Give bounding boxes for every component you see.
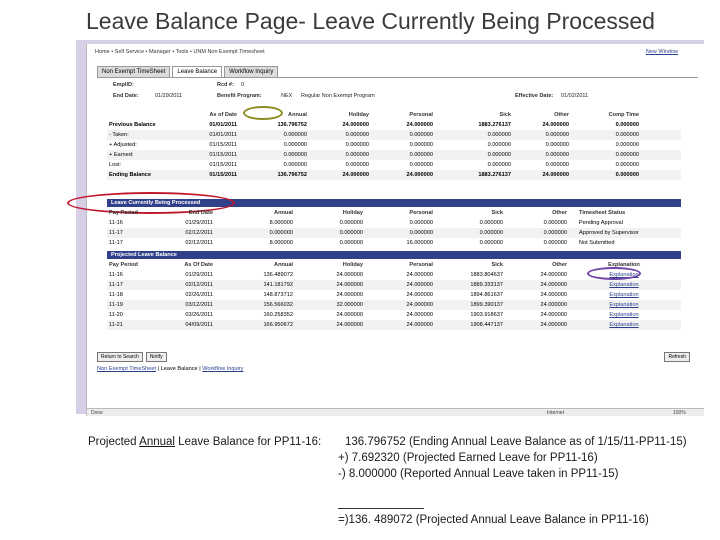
table-cell: 03/12/2011 [185,302,213,308]
zoom-level[interactable]: 100% [673,410,686,416]
table-cell: 24.000000 [336,312,363,318]
timesheet-status: Not Submitted [579,240,615,246]
right-button-group [664,352,690,362]
table-cell: 1903.918637 [470,312,503,318]
table-cell: 136.796752 [277,122,307,128]
footer-links [97,366,243,372]
table-cell: 0.000000 [487,152,511,158]
tab-workflow-inquiry[interactable]: Workflow Inquiry [224,66,278,77]
calculation-line-4: =)136. 489072 (Projected Annual Leave Balance in PP11-16) [338,514,649,526]
column-header: End Date [188,210,213,216]
table-cell: 11-21 [109,322,123,328]
table-cell: 24.000000 [540,272,567,278]
table-cell: 0.000000 [487,162,511,168]
table-cell: 0.000000 [615,162,639,168]
explanation-link[interactable]: Explanation [609,312,639,318]
table-row [107,218,681,228]
table-cell: 141.181792 [263,282,293,288]
row-label: + Earned: [109,152,134,158]
table-cell: 0.000000 [615,142,639,148]
employee-header [105,80,692,106]
projected-section-bar: Projected Leave Balance [107,251,681,259]
table-row [107,170,681,180]
column-header: Comp Time [608,112,639,118]
processing-table-header [107,208,681,218]
column-header: Other [552,210,567,216]
table-cell: 0.000000 [615,152,639,158]
column-header: Holiday [342,210,363,216]
table-row [107,130,681,140]
explanation-link[interactable]: Explanation [609,292,639,298]
screenshot-panel [86,44,704,416]
table-cell: 24.000000 [406,122,433,128]
table-cell: 24.000000 [406,272,433,278]
table-cell: 02/12/2011 [185,240,213,246]
table-cell: 24.000000 [342,172,369,178]
row-label: Previous Balance [109,122,156,128]
table-cell: 166.950672 [263,322,293,328]
table-cell: 0.000000 [615,132,639,138]
table-cell: 01/29/2011 [185,220,213,226]
table-cell: 0.000000 [345,142,369,148]
table-cell: 0.000000 [409,162,433,168]
table-cell: 24.000000 [406,292,433,298]
column-header: Sick [491,262,503,268]
table-cell: 02/12/2011 [185,230,213,236]
balance-table [107,110,681,180]
table-cell: 24.000000 [336,282,363,288]
table-cell: 1899.390137 [470,302,503,308]
column-header: Timesheet Status [579,210,626,216]
column-header: Personal [409,210,433,216]
table-cell: 01/01/2011 [209,132,237,138]
column-header: Annual [274,210,293,216]
table-cell: 0.000000 [543,230,567,236]
column-header: Personal [409,262,433,268]
table-cell: 24.000000 [540,322,567,328]
column-header: Explanation [608,262,640,268]
table-cell: 24.000000 [540,312,567,318]
table-cell: 24.000000 [540,302,567,308]
table-cell: 0.000000 [345,162,369,168]
table-cell: 148.873712 [263,292,293,298]
balance-table-header [107,110,681,120]
table-cell: 0.000000 [615,172,639,178]
tab-leave-balance[interactable]: Leave Balance [172,66,222,77]
table-cell: 0.000000 [487,142,511,148]
table-cell: 11-20 [109,312,123,318]
slide-title: Leave Balance Page- Leave Currently Being Processed [86,8,655,34]
table-cell: 24.000000 [406,322,433,328]
table-cell: 11-17 [109,230,123,236]
column-header: Other [554,112,569,118]
footer-link-workflow[interactable]: Workflow Inquiry [202,366,244,372]
table-row [107,160,681,170]
column-header: Pay Period [109,262,138,268]
table-cell: 11-17 [109,240,123,246]
column-header: Holiday [342,262,363,268]
table-cell: 11-19 [109,302,123,308]
table-cell: 11-17 [109,282,123,288]
table-row [107,120,681,130]
tab-divider [97,77,698,78]
table-cell: 01/15/2011 [209,162,237,168]
tab-bar [97,66,280,77]
table-cell: 136.796752 [277,172,307,178]
column-header: Pay Period [109,210,138,216]
table-cell: 16.000000 [406,240,433,246]
table-cell: 0.000000 [269,230,293,236]
status-text: Done [91,410,103,416]
table-cell: 8.000000 [269,220,293,226]
rcd-value: 0 [241,82,245,88]
column-header: Personal [409,112,433,118]
effective-date-label: Effective Date: [515,93,554,99]
table-cell: 0.000000 [345,152,369,158]
table-cell: 24.000000 [336,322,363,328]
return-to-search-button[interactable]: Return to Search [97,352,143,362]
calculation-label: Projected Annual Leave Balance for PP11-16: [88,436,322,448]
table-cell: 0.000000 [479,220,503,226]
table-row [107,300,681,310]
calculation-sum-rule [338,508,424,509]
explanation-link-highlight [587,267,641,280]
table-cell: 24.000000 [542,122,569,128]
row-label: Ending Balance [109,172,151,178]
table-cell: 0.000000 [409,152,433,158]
benefit-program-value: NEX [281,93,293,99]
internet-zone-label: Internet [547,410,564,416]
table-cell: 01/01/2011 [209,122,237,128]
table-cell: 0.000000 [545,132,569,138]
table-cell: 0.000000 [339,230,363,236]
table-cell: 03/26/2011 [185,312,213,318]
table-cell: 0.000000 [283,162,307,168]
table-cell: 0.000000 [479,240,503,246]
footer-link-timesheet[interactable]: Non Exempt TimeSheet [97,366,157,372]
table-cell: 24.000000 [406,282,433,288]
table-cell: 1883.804637 [470,272,503,278]
table-cell: 24.000000 [540,282,567,288]
new-window-link[interactable]: New Window [645,49,678,55]
table-cell: 0.000000 [283,142,307,148]
table-cell: 0.000000 [409,142,433,148]
footer-separator: | [197,366,203,372]
annual-column-highlight [243,106,283,120]
table-cell: 01/15/2011 [209,142,237,148]
table-cell: 24.000000 [406,172,433,178]
end-date-label: End Date: [113,93,139,99]
calculation-line-2: +) 7.692320 (Projected Earned Leave for PP11-16) [338,452,598,464]
table-cell: 04/09/2011 [185,322,213,328]
table-cell: 24.000000 [336,292,363,298]
table-cell: 0.000000 [545,162,569,168]
column-header: Annual [288,112,307,118]
table-row [107,238,681,248]
table-cell: 0.000000 [615,122,639,128]
timesheet-status: Approved by Supervisor [579,230,639,236]
table-cell: 0.000000 [409,220,433,226]
table-cell: 8.000000 [269,240,293,246]
explanation-link[interactable]: Explanation [609,302,639,308]
table-cell: 02/12/2011 [185,282,213,288]
table-cell: 11-18 [109,292,123,298]
table-row [107,140,681,150]
table-cell: 1889.333137 [470,282,503,288]
row-label: - Taken: [109,132,129,138]
column-header: Holiday [348,112,369,118]
processing-section-bar: Leave Currently Being Processed [107,199,681,207]
table-row [107,290,681,300]
explanation-link[interactable]: Explanation [609,272,639,278]
column-header: Sick [499,112,511,118]
table-cell: 02/26/2011 [185,292,213,298]
footer-separator: | [156,366,161,372]
table-cell: 11-16 [109,272,123,278]
effective-date-value: 01/02/2011 [561,93,589,99]
table-cell: 0.000000 [339,220,363,226]
column-header: Sick [491,210,503,216]
table-cell: 1883.276137 [478,172,511,178]
table-cell: 160.258352 [263,312,293,318]
table-cell: 0.000000 [345,132,369,138]
table-cell: 136.489072 [263,272,293,278]
table-cell: 1894.861637 [470,292,503,298]
table-cell: 24.000000 [406,312,433,318]
table-row [107,320,681,330]
row-label: + Adjusted: [109,142,137,148]
table-cell: 156.566032 [263,302,293,308]
end-date-value: 01/29/2011 [155,93,183,99]
calculation-line-1: 136.796752 (Ending Annual Leave Balance as of 1/15/11-PP11-15) [345,436,687,448]
decorative-strip-left [76,44,86,414]
explanation-link[interactable]: Explanation [609,282,639,288]
benefit-program-label: Benefit Program: [217,93,262,99]
refresh-button[interactable]: Refresh [664,352,690,362]
table-cell: 24.000000 [406,302,433,308]
table-cell: 0.000000 [409,230,433,236]
table-cell: 0.000000 [543,240,567,246]
calculation-line-3: -) 8.000000 (Reported Annual Leave taken in PP11-15) [338,468,619,480]
browser-status-bar [87,408,704,416]
notify-button[interactable]: Notify [146,352,167,362]
table-row [107,280,681,290]
table-cell: 0.000000 [545,152,569,158]
table-cell: 01/15/2011 [209,152,237,158]
table-cell: 0.000000 [339,240,363,246]
explanation-link[interactable]: Explanation [609,322,639,328]
table-cell: 11-16 [109,220,123,226]
breadcrumb-nav[interactable]: Home • Self Service • Manager • Tools • UNM Non Exempt Timesheet [95,49,265,55]
annual-underlined: Annual [139,436,175,448]
table-cell: 1908.447137 [470,322,503,328]
table-row [107,310,681,320]
table-cell: 0.000000 [409,132,433,138]
tab-non-exempt-timesheet[interactable]: Non Exempt TimeSheet [97,66,170,77]
processing-table [107,208,681,248]
footer-link-leave-balance[interactable]: Leave Balance [160,366,198,372]
table-cell: 1883.276137 [478,122,511,128]
table-cell: 01/29/2011 [185,272,213,278]
column-header: Annual [274,262,293,268]
table-cell: 0.000000 [479,230,503,236]
left-button-group [97,352,167,362]
table-cell: 0.000000 [545,142,569,148]
table-cell: 0.000000 [283,152,307,158]
column-header: As Of Date [184,262,213,268]
table-row [107,228,681,238]
column-header: Other [552,262,567,268]
emplid-label: EmplID: [113,82,134,88]
table-cell: 01/15/2011 [209,172,237,178]
table-cell: 24.000000 [336,272,363,278]
table-cell: 0.000000 [283,132,307,138]
timesheet-status: Pending Approval [579,220,623,226]
table-cell: 0.000000 [487,132,511,138]
row-label: Lost: [109,162,122,168]
table-row [107,150,681,160]
table-cell: 24.000000 [342,122,369,128]
rcd-label: Rcd #: [217,82,234,88]
column-header: As of Date [209,112,237,118]
table-cell: 0.000000 [543,220,567,226]
table-cell: 24.000000 [542,172,569,178]
table-cell: 24.000000 [540,292,567,298]
benefit-program-desc: Regular Non Exempt Program [301,93,375,99]
table-cell: 32.000000 [336,302,363,308]
